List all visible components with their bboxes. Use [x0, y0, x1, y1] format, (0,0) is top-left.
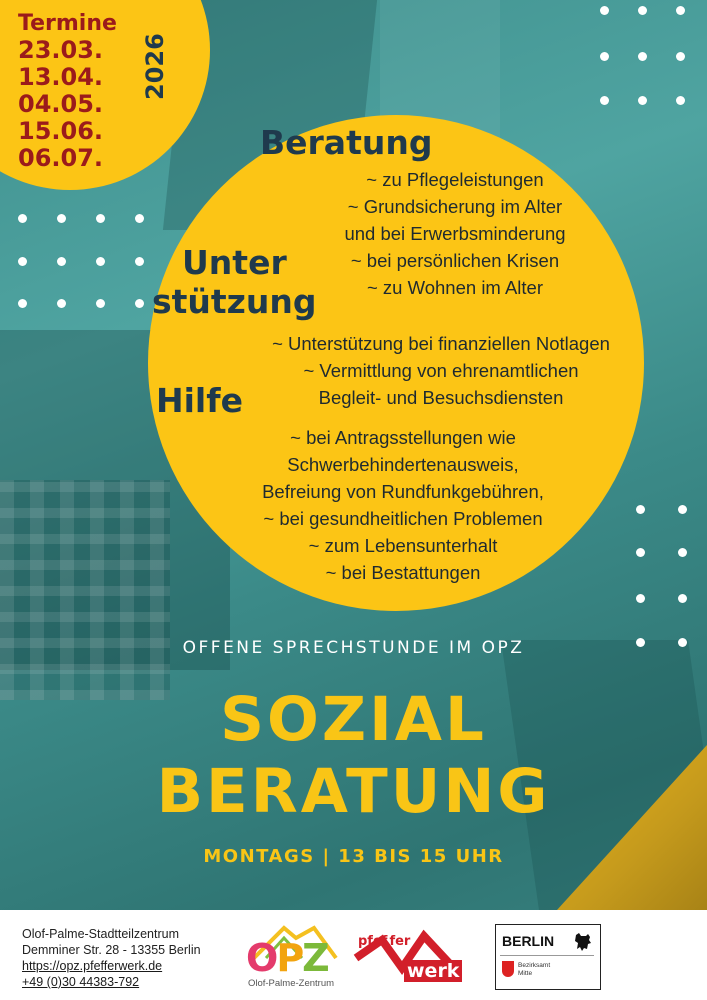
list-item: ~ bei Bestattungen: [325, 562, 481, 583]
list-item: ~ zu Wohnen im Alter: [366, 277, 543, 298]
list-item: Begleit- und Besuchsdiensten: [318, 387, 564, 408]
berlin-sub-2: Mitte: [518, 970, 533, 977]
sprechstunde-subtitle: OFFENE SPRECHSTUNDE IM OPZ: [182, 638, 525, 658]
heading-stuetzung: stützung: [152, 282, 317, 321]
heading-beratung: Beratung: [260, 123, 433, 162]
pfefferwerk-text-1: pfef: [358, 934, 388, 949]
berlin-divider: [500, 955, 594, 956]
list-item: Schwerbehindertenausweis,: [287, 454, 519, 475]
list-item: und bei Erwerbsminderung: [344, 223, 566, 244]
list-item: ~ Grundsicherung im Alter: [347, 196, 563, 217]
heading-unter: Unter: [182, 243, 287, 282]
heading-hilfe: Hilfe: [156, 381, 243, 420]
opz-letter-z: Z: [302, 936, 328, 980]
berlin-sub-1: Bezirksamt: [518, 962, 551, 969]
termine-year: 2026: [141, 33, 169, 100]
phone-link[interactable]: +49 (0)30 44383-792: [22, 975, 140, 989]
pfefferwerk-logo: [352, 924, 460, 988]
opz-logo-caption: Olof-Palme-Zentrum: [247, 978, 335, 989]
termine-date: 06.07.: [18, 144, 104, 172]
contact-block: [22, 926, 201, 990]
pfefferwerk-text-2: fer: [389, 934, 411, 949]
website-link[interactable]: https://opz.pfefferwerk.de: [22, 959, 163, 973]
termine-date: 04.05.: [18, 90, 104, 118]
berlin-word: BERLIN: [502, 933, 555, 949]
termine-date: 23.03.: [18, 36, 104, 64]
title-sozial: SOZIAL: [220, 684, 487, 755]
opz-letters: [246, 938, 328, 978]
list-item: ~ bei Antragsstellungen wie: [290, 427, 516, 448]
list-item: Befreiung von Rundfunkgebühren,: [262, 481, 544, 502]
berlin-crest-icon: [502, 961, 514, 977]
termine-heading: Termine: [18, 11, 117, 36]
list-item: ~ bei gesundheitlichen Problemen: [263, 508, 543, 529]
building-facade: [0, 480, 170, 700]
list-item: ~ zum Lebensunterhalt: [308, 535, 498, 556]
opening-hours: MONTAGS | 13 BIS 15 UHR: [203, 846, 504, 867]
hilfe-list: [238, 424, 568, 586]
org-name: Olof-Palme-Stadtteilzentrum: [22, 927, 180, 941]
list-item: ~ zu Pflegeleistungen: [366, 169, 544, 190]
termine-block: [18, 10, 117, 172]
termine-date: 13.04.: [18, 63, 104, 91]
beratung-list: [305, 166, 605, 301]
opz-letter-o: O: [246, 936, 277, 980]
unterstuetzung-list: [238, 330, 644, 411]
title-beratung: BERATUNG: [156, 756, 551, 827]
opz-letter-p: P: [276, 936, 303, 980]
berlin-logo: [495, 924, 601, 990]
opz-logo: [236, 918, 346, 994]
address: Demminer Str. 28 - 13355 Berlin: [22, 943, 201, 957]
list-item: ~ Vermittlung von ehrenamtlichen: [303, 360, 579, 381]
footer: [0, 910, 707, 1000]
list-item: ~ bei persönlichen Krisen: [350, 250, 560, 271]
berlin-subtext: [518, 962, 550, 978]
berlin-bear-icon: [572, 931, 594, 953]
termine-date: 15.06.: [18, 117, 104, 145]
list-item: ~ Unterstützung bei finanziellen Notlagen: [272, 333, 610, 354]
pfefferwerk-text-3: werk: [404, 960, 462, 982]
